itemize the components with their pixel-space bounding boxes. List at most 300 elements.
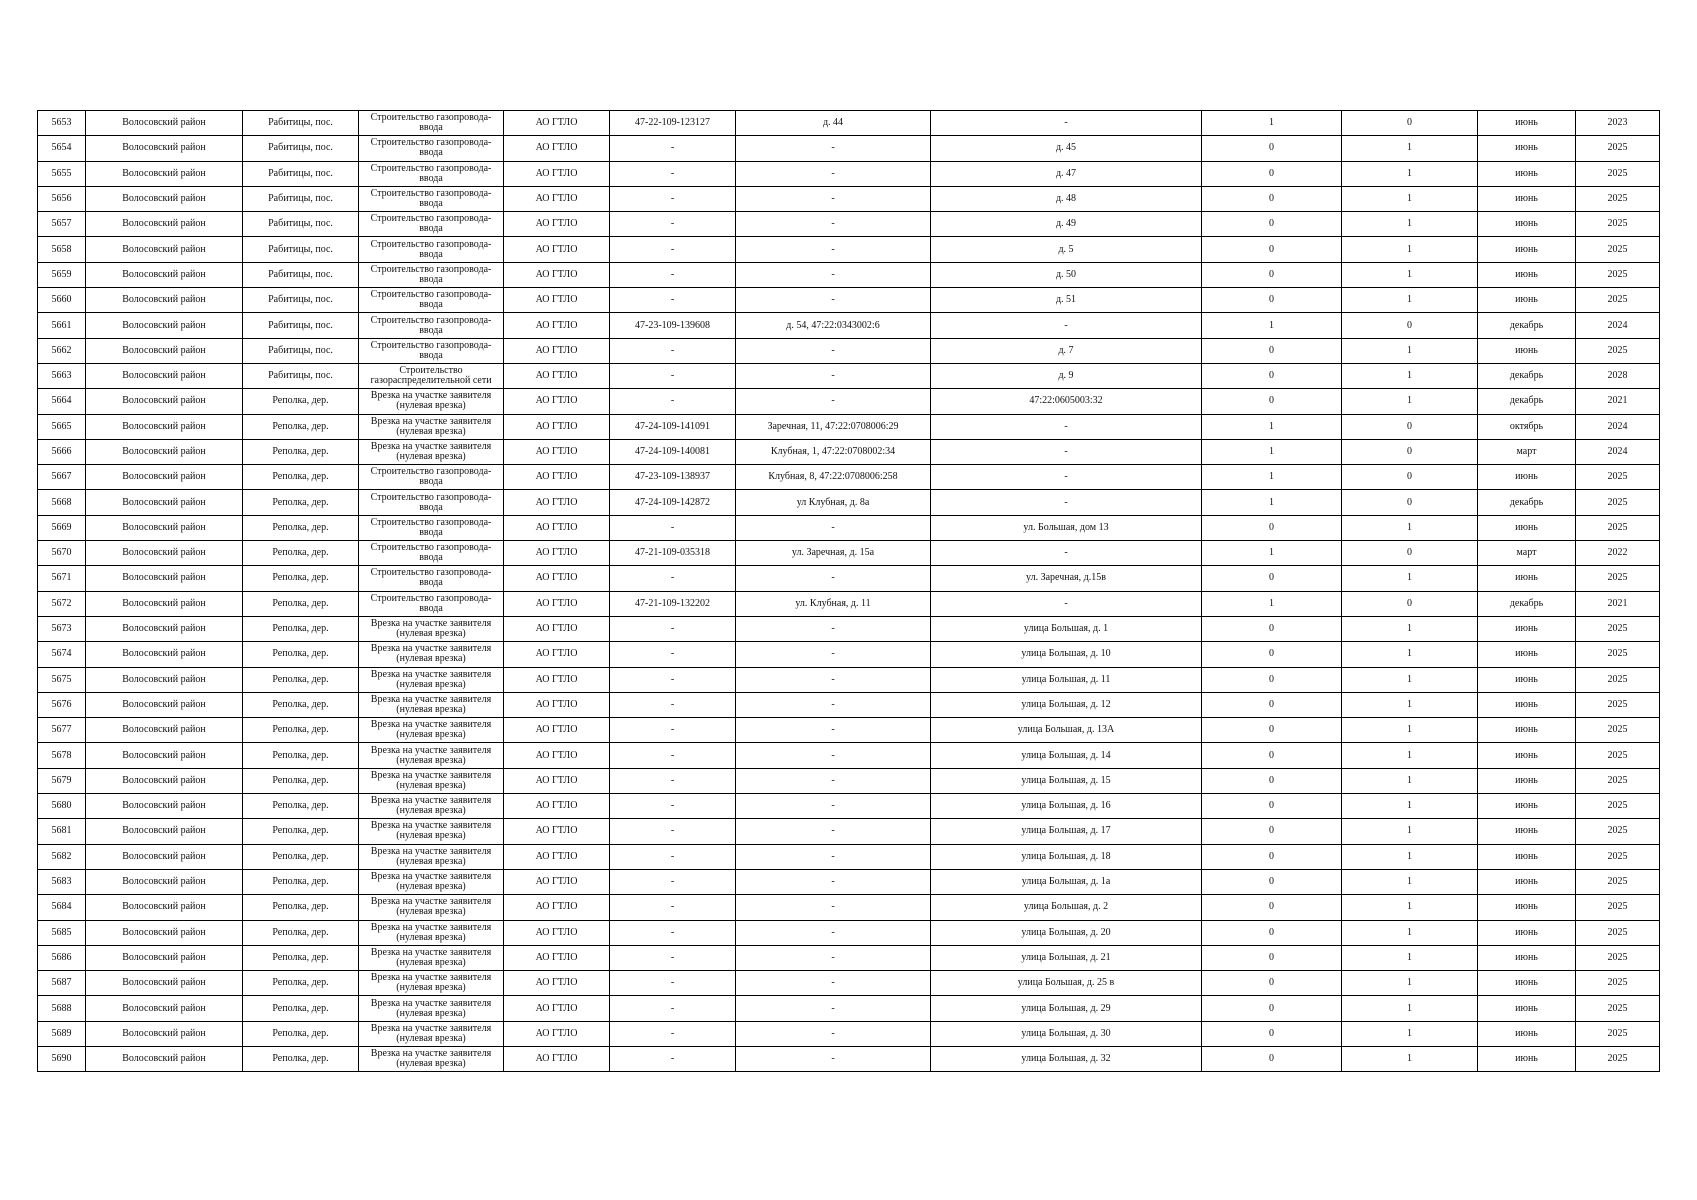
row-number: 5680 xyxy=(38,794,86,819)
planned-address-cell: - xyxy=(931,111,1202,136)
address-cell: - xyxy=(736,718,931,743)
month-cell: июнь xyxy=(1478,971,1576,996)
organization-cell: АО ГТЛО xyxy=(504,743,610,768)
registration-number-cell: - xyxy=(610,844,736,869)
completed-count-cell: 0 xyxy=(1202,895,1342,920)
planned-address-cell: д. 9 xyxy=(931,363,1202,388)
district-cell: Волосовский район xyxy=(86,161,243,186)
month-cell: июнь xyxy=(1478,465,1576,490)
district-cell: Волосовский район xyxy=(86,945,243,970)
work-type-cell: Врезка на участке заявителя (нулевая врезка) xyxy=(359,768,504,793)
address-cell: - xyxy=(736,794,931,819)
work-type-cell: Строительство газопровода-ввода xyxy=(359,490,504,515)
organization-cell: АО ГТЛО xyxy=(504,237,610,262)
organization-cell: АО ГТЛО xyxy=(504,844,610,869)
locality-cell: Реполка, дер. xyxy=(243,692,359,717)
organization-cell: АО ГТЛО xyxy=(504,718,610,743)
month-cell: декабрь xyxy=(1478,363,1576,388)
month-cell: июнь xyxy=(1478,111,1576,136)
locality-cell: Реполка, дер. xyxy=(243,465,359,490)
planned-count-cell: 0 xyxy=(1342,439,1478,464)
district-cell: Волосовский район xyxy=(86,515,243,540)
registration-number-cell: - xyxy=(610,389,736,414)
registration-number-cell: - xyxy=(610,1046,736,1071)
row-number: 5678 xyxy=(38,743,86,768)
year-cell: 2025 xyxy=(1576,465,1660,490)
row-number: 5674 xyxy=(38,642,86,667)
row-number: 5686 xyxy=(38,945,86,970)
year-cell: 2025 xyxy=(1576,262,1660,287)
registration-number-cell: - xyxy=(610,338,736,363)
row-number: 5671 xyxy=(38,566,86,591)
locality-cell: Реполка, дер. xyxy=(243,794,359,819)
address-cell: - xyxy=(736,642,931,667)
work-type-cell: Врезка на участке заявителя (нулевая врезка) xyxy=(359,389,504,414)
address-cell: - xyxy=(736,338,931,363)
completed-count-cell: 1 xyxy=(1202,541,1342,566)
registration-number-cell: - xyxy=(610,237,736,262)
row-number: 5658 xyxy=(38,237,86,262)
district-cell: Волосовский район xyxy=(86,465,243,490)
planned-count-cell: 1 xyxy=(1342,566,1478,591)
registration-number-cell: - xyxy=(610,692,736,717)
planned-address-cell: - xyxy=(931,414,1202,439)
table-row xyxy=(38,819,1660,844)
district-cell: Волосовский район xyxy=(86,869,243,894)
address-cell: - xyxy=(736,768,931,793)
row-number: 5688 xyxy=(38,996,86,1021)
month-cell: декабрь xyxy=(1478,389,1576,414)
month-cell: июнь xyxy=(1478,920,1576,945)
address-cell: - xyxy=(736,212,931,237)
table-row xyxy=(38,288,1660,313)
organization-cell: АО ГТЛО xyxy=(504,1046,610,1071)
table-row xyxy=(38,541,1660,566)
locality-cell: Рабитицы, пос. xyxy=(243,363,359,388)
year-cell: 2021 xyxy=(1576,389,1660,414)
table-row xyxy=(38,692,1660,717)
district-cell: Волосовский район xyxy=(86,313,243,338)
planned-address-cell: д. 51 xyxy=(931,288,1202,313)
work-type-cell: Строительство газопровода-ввода xyxy=(359,161,504,186)
registration-number-cell: - xyxy=(610,895,736,920)
table-row xyxy=(38,1046,1660,1071)
table-row xyxy=(38,1021,1660,1046)
planned-address-cell: - xyxy=(931,313,1202,338)
completed-count-cell: 1 xyxy=(1202,490,1342,515)
planned-count-cell: 0 xyxy=(1342,111,1478,136)
year-cell: 2025 xyxy=(1576,136,1660,161)
row-number: 5684 xyxy=(38,895,86,920)
row-number: 5681 xyxy=(38,819,86,844)
completed-count-cell: 0 xyxy=(1202,869,1342,894)
month-cell: июнь xyxy=(1478,566,1576,591)
address-cell: ул. Заречная, д. 15а xyxy=(736,541,931,566)
row-number: 5657 xyxy=(38,212,86,237)
completed-count-cell: 0 xyxy=(1202,819,1342,844)
planned-count-cell: 0 xyxy=(1342,541,1478,566)
row-number: 5655 xyxy=(38,161,86,186)
district-cell: Волосовский район xyxy=(86,844,243,869)
planned-address-cell: улица Большая, д. 20 xyxy=(931,920,1202,945)
month-cell: июнь xyxy=(1478,212,1576,237)
table-row xyxy=(38,996,1660,1021)
district-cell: Волосовский район xyxy=(86,642,243,667)
locality-cell: Реполка, дер. xyxy=(243,869,359,894)
table-row xyxy=(38,794,1660,819)
district-cell: Волосовский район xyxy=(86,591,243,616)
organization-cell: АО ГТЛО xyxy=(504,869,610,894)
district-cell: Волосовский район xyxy=(86,743,243,768)
work-type-cell: Врезка на участке заявителя (нулевая врезка) xyxy=(359,945,504,970)
locality-cell: Реполка, дер. xyxy=(243,616,359,641)
organization-cell: АО ГТЛО xyxy=(504,642,610,667)
address-cell: - xyxy=(736,945,931,970)
district-cell: Волосовский район xyxy=(86,794,243,819)
table-row xyxy=(38,768,1660,793)
district-cell: Волосовский район xyxy=(86,895,243,920)
planned-count-cell: 1 xyxy=(1342,515,1478,540)
table-row xyxy=(38,515,1660,540)
planned-address-cell: улица Большая, д. 1 xyxy=(931,616,1202,641)
address-cell: - xyxy=(736,288,931,313)
planned-count-cell: 1 xyxy=(1342,186,1478,211)
address-cell: - xyxy=(736,136,931,161)
registration-number-cell: - xyxy=(610,212,736,237)
work-type-cell: Врезка на участке заявителя (нулевая врезка) xyxy=(359,794,504,819)
address-cell: - xyxy=(736,667,931,692)
registration-number-cell: - xyxy=(610,262,736,287)
completed-count-cell: 0 xyxy=(1202,692,1342,717)
table-row xyxy=(38,465,1660,490)
year-cell: 2025 xyxy=(1576,616,1660,641)
planned-address-cell: д. 45 xyxy=(931,136,1202,161)
registration-number-cell: - xyxy=(610,794,736,819)
month-cell: июнь xyxy=(1478,237,1576,262)
year-cell: 2025 xyxy=(1576,237,1660,262)
organization-cell: АО ГТЛО xyxy=(504,945,610,970)
completed-count-cell: 0 xyxy=(1202,794,1342,819)
work-type-cell: Врезка на участке заявителя (нулевая врезка) xyxy=(359,996,504,1021)
registration-number-cell: - xyxy=(610,718,736,743)
district-cell: Волосовский район xyxy=(86,692,243,717)
table-row xyxy=(38,869,1660,894)
table-row xyxy=(38,642,1660,667)
registration-number-cell: - xyxy=(610,920,736,945)
organization-cell: АО ГТЛО xyxy=(504,363,610,388)
locality-cell: Реполка, дер. xyxy=(243,667,359,692)
district-cell: Волосовский район xyxy=(86,338,243,363)
completed-count-cell: 0 xyxy=(1202,515,1342,540)
planned-count-cell: 1 xyxy=(1342,288,1478,313)
registration-number-cell: 47-23-109-139608 xyxy=(610,313,736,338)
work-type-cell: Врезка на участке заявителя (нулевая врезка) xyxy=(359,844,504,869)
locality-cell: Реполка, дер. xyxy=(243,971,359,996)
locality-cell: Рабитицы, пос. xyxy=(243,136,359,161)
completed-count-cell: 1 xyxy=(1202,439,1342,464)
registration-number-cell: - xyxy=(610,945,736,970)
row-number: 5689 xyxy=(38,1021,86,1046)
planned-count-cell: 1 xyxy=(1342,338,1478,363)
planned-address-cell: улица Большая, д. 2 xyxy=(931,895,1202,920)
organization-cell: АО ГТЛО xyxy=(504,439,610,464)
registration-number-cell: - xyxy=(610,819,736,844)
district-cell: Волосовский район xyxy=(86,1021,243,1046)
work-type-cell: Врезка на участке заявителя (нулевая врезка) xyxy=(359,819,504,844)
district-cell: Волосовский район xyxy=(86,667,243,692)
planned-address-cell: - xyxy=(931,465,1202,490)
planned-address-cell: улица Большая, д. 17 xyxy=(931,819,1202,844)
row-number: 5683 xyxy=(38,869,86,894)
district-cell: Волосовский район xyxy=(86,212,243,237)
month-cell: март xyxy=(1478,541,1576,566)
locality-cell: Реполка, дер. xyxy=(243,439,359,464)
year-cell: 2025 xyxy=(1576,743,1660,768)
registration-number-cell: 47-23-109-138937 xyxy=(610,465,736,490)
month-cell: декабрь xyxy=(1478,490,1576,515)
planned-address-cell: д. 49 xyxy=(931,212,1202,237)
locality-cell: Рабитицы, пос. xyxy=(243,161,359,186)
district-cell: Волосовский район xyxy=(86,490,243,515)
address-cell: ул Клубная, д. 8а xyxy=(736,490,931,515)
address-cell: - xyxy=(736,895,931,920)
table-row xyxy=(38,566,1660,591)
locality-cell: Рабитицы, пос. xyxy=(243,212,359,237)
completed-count-cell: 0 xyxy=(1202,971,1342,996)
registration-number-cell: - xyxy=(610,971,736,996)
row-number: 5653 xyxy=(38,111,86,136)
year-cell: 2025 xyxy=(1576,945,1660,970)
completed-count-cell: 0 xyxy=(1202,363,1342,388)
locality-cell: Реполка, дер. xyxy=(243,414,359,439)
planned-address-cell: - xyxy=(931,541,1202,566)
district-cell: Волосовский район xyxy=(86,541,243,566)
registration-number-cell: - xyxy=(610,616,736,641)
address-cell: - xyxy=(736,743,931,768)
organization-cell: АО ГТЛО xyxy=(504,136,610,161)
year-cell: 2023 xyxy=(1576,111,1660,136)
organization-cell: АО ГТЛО xyxy=(504,465,610,490)
locality-cell: Реполка, дер. xyxy=(243,718,359,743)
planned-count-cell: 0 xyxy=(1342,591,1478,616)
locality-cell: Реполка, дер. xyxy=(243,541,359,566)
planned-address-cell: д. 48 xyxy=(931,186,1202,211)
row-number: 5664 xyxy=(38,389,86,414)
row-number: 5673 xyxy=(38,616,86,641)
row-number: 5665 xyxy=(38,414,86,439)
organization-cell: АО ГТЛО xyxy=(504,111,610,136)
address-cell: - xyxy=(736,186,931,211)
district-cell: Волосовский район xyxy=(86,186,243,211)
month-cell: март xyxy=(1478,439,1576,464)
table-row xyxy=(38,363,1660,388)
year-cell: 2025 xyxy=(1576,186,1660,211)
completed-count-cell: 0 xyxy=(1202,768,1342,793)
year-cell: 2025 xyxy=(1576,692,1660,717)
month-cell: июнь xyxy=(1478,794,1576,819)
work-type-cell: Строительство газопровода-ввода xyxy=(359,111,504,136)
planned-address-cell: улица Большая, д. 12 xyxy=(931,692,1202,717)
organization-cell: АО ГТЛО xyxy=(504,1021,610,1046)
table-row xyxy=(38,389,1660,414)
table-row xyxy=(38,971,1660,996)
month-cell: июнь xyxy=(1478,768,1576,793)
table-row xyxy=(38,237,1660,262)
completed-count-cell: 1 xyxy=(1202,111,1342,136)
planned-count-cell: 1 xyxy=(1342,161,1478,186)
work-type-cell: Строительство газопровода-ввода xyxy=(359,465,504,490)
work-type-cell: Строительство газопровода-ввода xyxy=(359,237,504,262)
address-cell: д. 44 xyxy=(736,111,931,136)
organization-cell: АО ГТЛО xyxy=(504,313,610,338)
planned-address-cell: д. 47 xyxy=(931,161,1202,186)
registration-number-cell: - xyxy=(610,869,736,894)
organization-cell: АО ГТЛО xyxy=(504,971,610,996)
planned-address-cell: - xyxy=(931,439,1202,464)
table-row xyxy=(38,895,1660,920)
completed-count-cell: 0 xyxy=(1202,616,1342,641)
address-cell: - xyxy=(736,844,931,869)
planned-count-cell: 0 xyxy=(1342,313,1478,338)
planned-count-cell: 1 xyxy=(1342,794,1478,819)
district-cell: Волосовский район xyxy=(86,616,243,641)
row-number: 5677 xyxy=(38,718,86,743)
row-number: 5656 xyxy=(38,186,86,211)
row-number: 5687 xyxy=(38,971,86,996)
work-type-cell: Строительство газопровода-ввода xyxy=(359,136,504,161)
planned-address-cell: улица Большая, д. 25 в xyxy=(931,971,1202,996)
organization-cell: АО ГТЛО xyxy=(504,794,610,819)
month-cell: октябрь xyxy=(1478,414,1576,439)
row-number: 5667 xyxy=(38,465,86,490)
completed-count-cell: 0 xyxy=(1202,288,1342,313)
year-cell: 2025 xyxy=(1576,490,1660,515)
locality-cell: Рабитицы, пос. xyxy=(243,186,359,211)
locality-cell: Реполка, дер. xyxy=(243,1046,359,1071)
address-cell: - xyxy=(736,996,931,1021)
work-type-cell: Строительство газопровода-ввода xyxy=(359,515,504,540)
work-type-cell: Строительство газопровода-ввода xyxy=(359,186,504,211)
address-cell: - xyxy=(736,161,931,186)
locality-cell: Реполка, дер. xyxy=(243,566,359,591)
planned-count-cell: 1 xyxy=(1342,389,1478,414)
month-cell: июнь xyxy=(1478,288,1576,313)
planned-address-cell: улица Большая, д. 21 xyxy=(931,945,1202,970)
work-type-cell: Строительство газопровода-ввода xyxy=(359,591,504,616)
planned-address-cell: улица Большая, д. 29 xyxy=(931,996,1202,1021)
completed-count-cell: 0 xyxy=(1202,844,1342,869)
planned-count-cell: 1 xyxy=(1342,819,1478,844)
registration-number-cell: - xyxy=(610,566,736,591)
month-cell: декабрь xyxy=(1478,591,1576,616)
completed-count-cell: 0 xyxy=(1202,186,1342,211)
planned-count-cell: 0 xyxy=(1342,414,1478,439)
planned-count-cell: 1 xyxy=(1342,996,1478,1021)
work-type-cell: Строительство газопровода-ввода xyxy=(359,212,504,237)
year-cell: 2025 xyxy=(1576,819,1660,844)
completed-count-cell: 0 xyxy=(1202,743,1342,768)
district-cell: Волосовский район xyxy=(86,288,243,313)
organization-cell: АО ГТЛО xyxy=(504,288,610,313)
planned-address-cell: - xyxy=(931,490,1202,515)
work-type-cell: Врезка на участке заявителя (нулевая врезка) xyxy=(359,718,504,743)
planned-count-cell: 1 xyxy=(1342,1046,1478,1071)
district-cell: Волосовский район xyxy=(86,363,243,388)
locality-cell: Рабитицы, пос. xyxy=(243,288,359,313)
district-cell: Волосовский район xyxy=(86,1046,243,1071)
organization-cell: АО ГТЛО xyxy=(504,212,610,237)
organization-cell: АО ГТЛО xyxy=(504,768,610,793)
table-row xyxy=(38,490,1660,515)
table-row xyxy=(38,262,1660,287)
planned-count-cell: 1 xyxy=(1342,844,1478,869)
organization-cell: АО ГТЛО xyxy=(504,692,610,717)
month-cell: июнь xyxy=(1478,869,1576,894)
planned-address-cell: улица Большая, д. 18 xyxy=(931,844,1202,869)
district-cell: Волосовский район xyxy=(86,262,243,287)
table-row xyxy=(38,161,1660,186)
planned-count-cell: 1 xyxy=(1342,945,1478,970)
locality-cell: Реполка, дер. xyxy=(243,389,359,414)
planned-address-cell: улица Большая, д. 16 xyxy=(931,794,1202,819)
year-cell: 2025 xyxy=(1576,996,1660,1021)
planned-address-cell: д. 5 xyxy=(931,237,1202,262)
district-cell: Волосовский район xyxy=(86,136,243,161)
month-cell: июнь xyxy=(1478,743,1576,768)
planned-count-cell: 1 xyxy=(1342,971,1478,996)
planned-count-cell: 0 xyxy=(1342,490,1478,515)
year-cell: 2025 xyxy=(1576,869,1660,894)
work-type-cell: Врезка на участке заявителя (нулевая врезка) xyxy=(359,1021,504,1046)
organization-cell: АО ГТЛО xyxy=(504,616,610,641)
planned-count-cell: 1 xyxy=(1342,642,1478,667)
month-cell: июнь xyxy=(1478,136,1576,161)
gas-connection-table xyxy=(37,110,1660,1072)
planned-count-cell: 1 xyxy=(1342,768,1478,793)
work-type-cell: Строительство газопровода-ввода xyxy=(359,288,504,313)
address-cell: - xyxy=(736,566,931,591)
locality-cell: Реполка, дер. xyxy=(243,490,359,515)
planned-address-cell: д. 50 xyxy=(931,262,1202,287)
organization-cell: АО ГТЛО xyxy=(504,414,610,439)
year-cell: 2025 xyxy=(1576,895,1660,920)
planned-address-cell: ул. Большая, дом 13 xyxy=(931,515,1202,540)
registration-number-cell: - xyxy=(610,161,736,186)
registration-number-cell: 47-24-109-141091 xyxy=(610,414,736,439)
completed-count-cell: 0 xyxy=(1202,389,1342,414)
month-cell: июнь xyxy=(1478,338,1576,363)
locality-cell: Реполка, дер. xyxy=(243,743,359,768)
planned-address-cell: улица Большая, д. 10 xyxy=(931,642,1202,667)
locality-cell: Реполка, дер. xyxy=(243,642,359,667)
table-row xyxy=(38,414,1660,439)
table-row xyxy=(38,338,1660,363)
planned-address-cell: - xyxy=(931,591,1202,616)
table-row xyxy=(38,718,1660,743)
work-type-cell: Строительство газопровода-ввода xyxy=(359,313,504,338)
address-cell: - xyxy=(736,1046,931,1071)
planned-count-cell: 1 xyxy=(1342,743,1478,768)
year-cell: 2024 xyxy=(1576,414,1660,439)
locality-cell: Реполка, дер. xyxy=(243,1021,359,1046)
row-number: 5654 xyxy=(38,136,86,161)
organization-cell: АО ГТЛО xyxy=(504,389,610,414)
completed-count-cell: 0 xyxy=(1202,1046,1342,1071)
table-row xyxy=(38,667,1660,692)
registration-number-cell: - xyxy=(610,515,736,540)
row-number: 5669 xyxy=(38,515,86,540)
row-number: 5659 xyxy=(38,262,86,287)
